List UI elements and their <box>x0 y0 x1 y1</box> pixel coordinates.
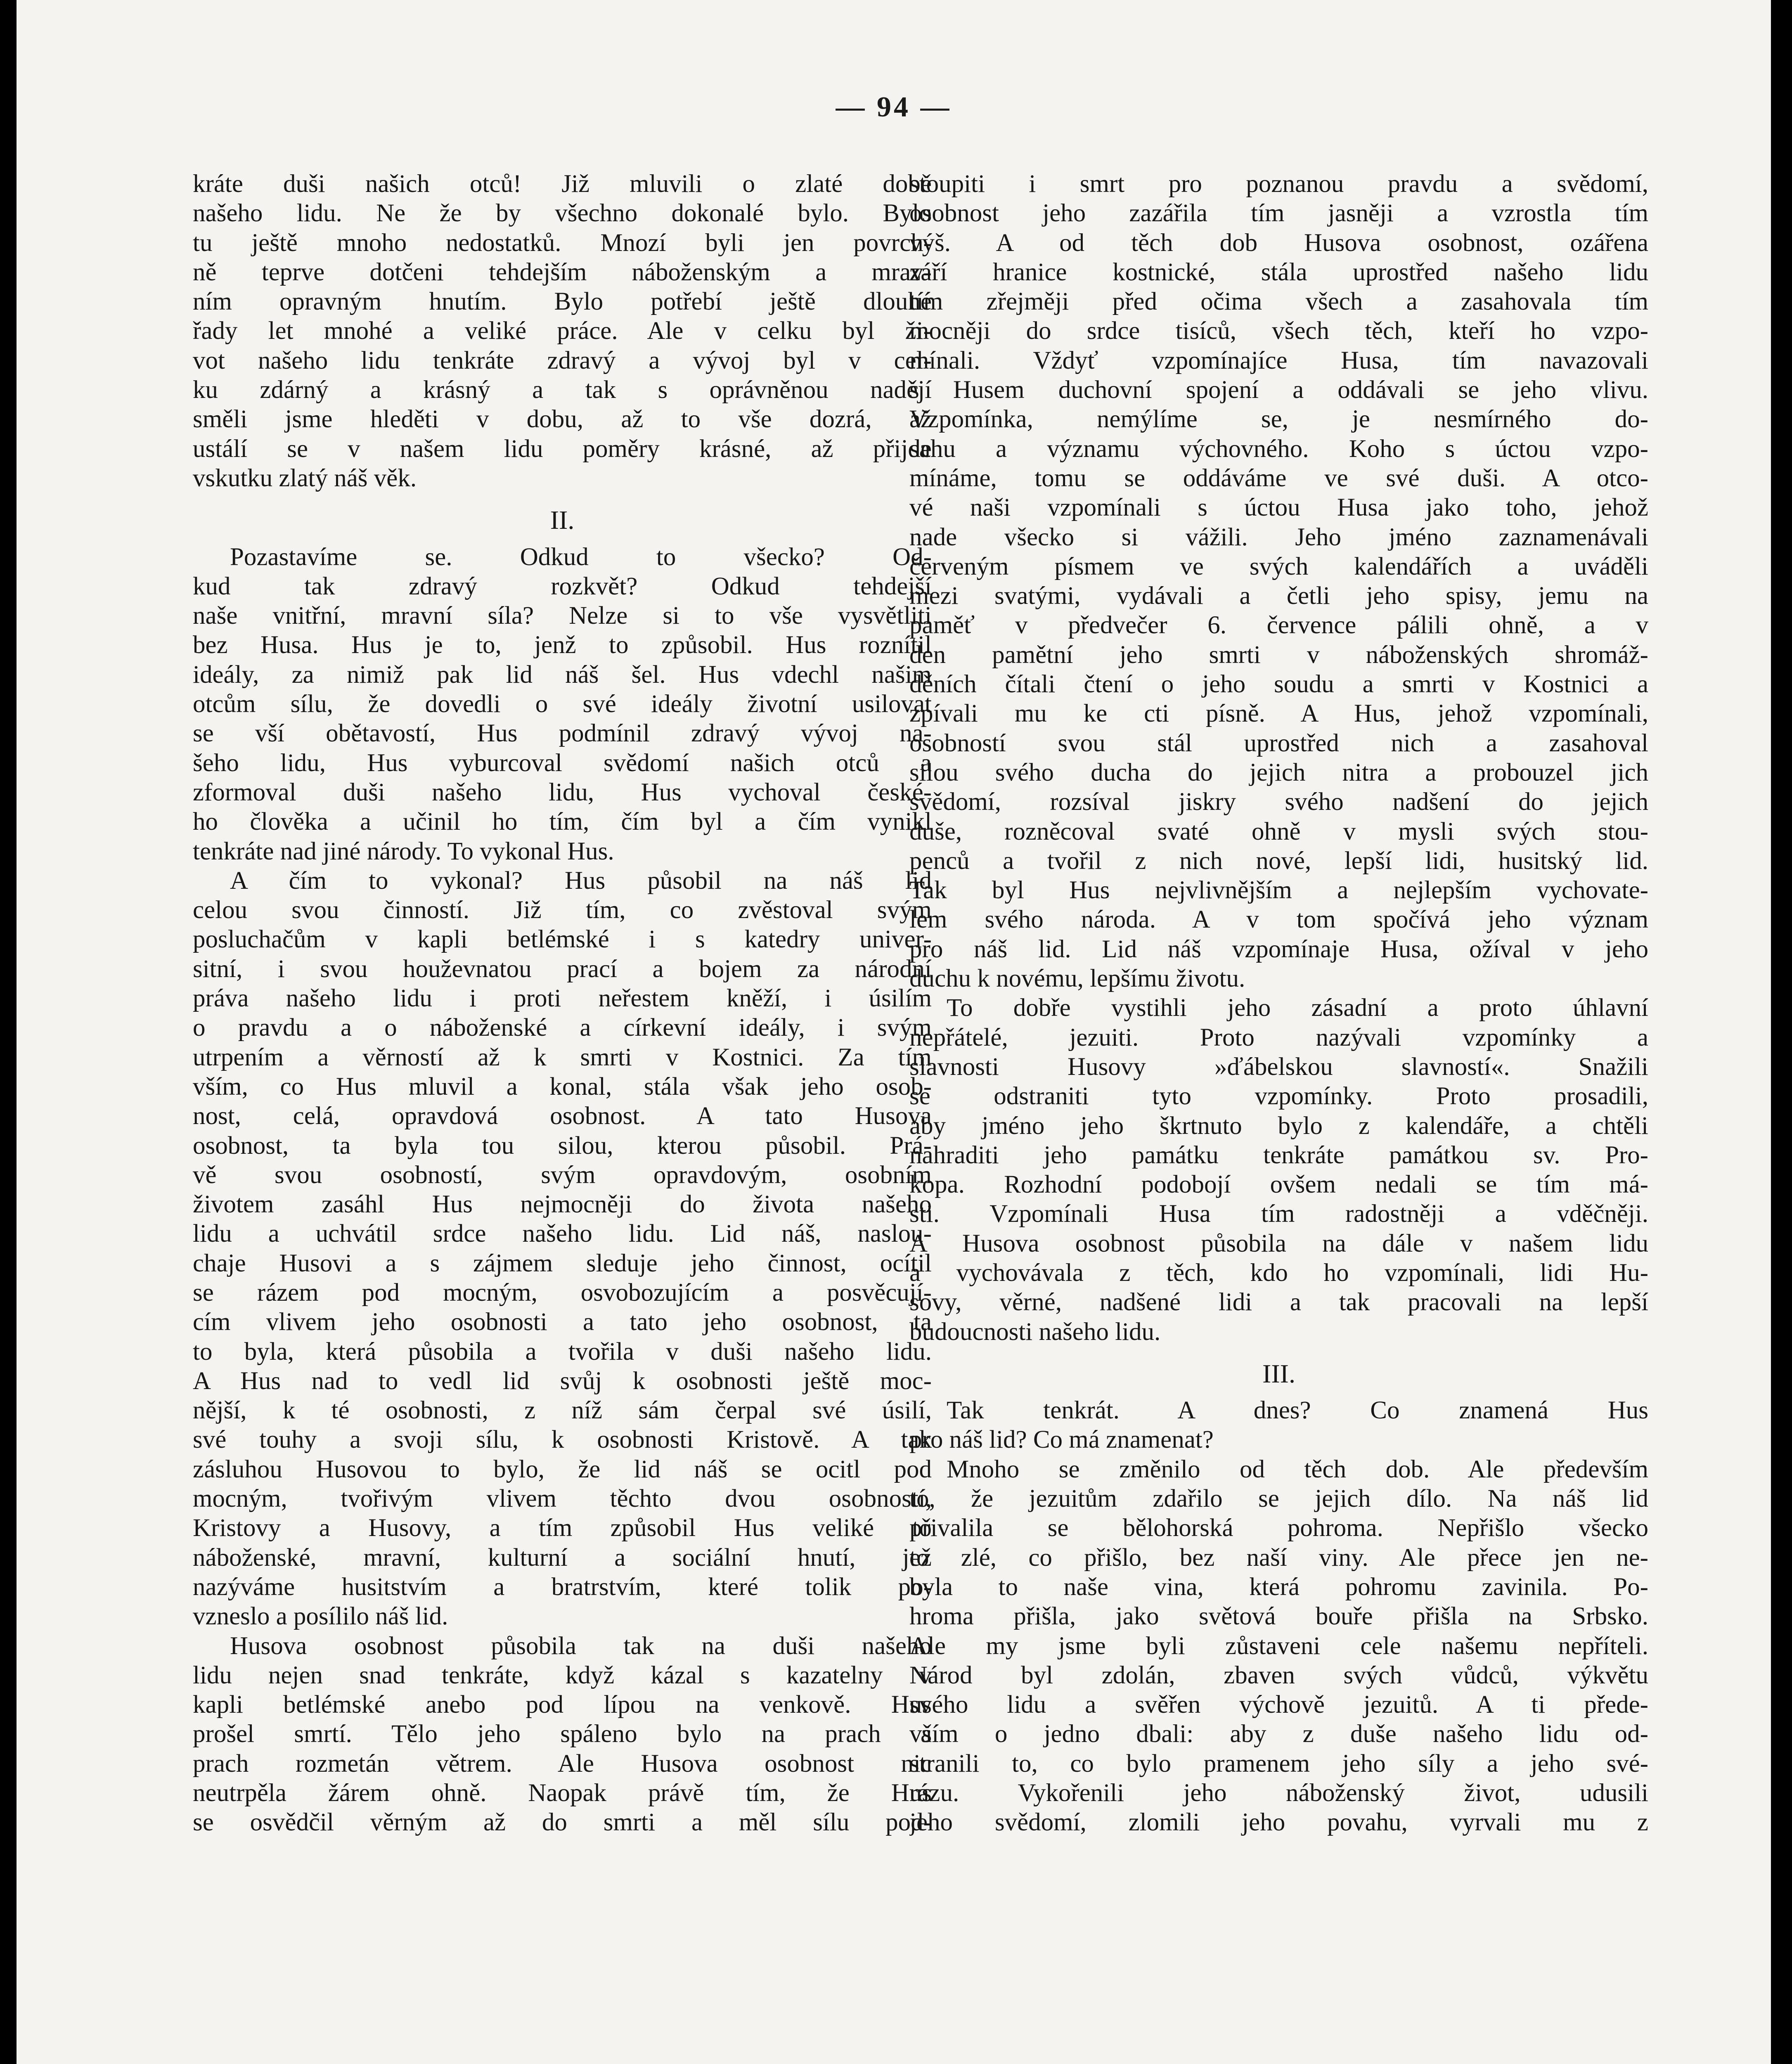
text-line: ku zdárný a krásný a tak s oprávněnou nadějí <box>193 376 932 404</box>
text-line: nější, k té osobnosti, z níž sám čerpal své úsilí, <box>193 1397 932 1425</box>
text-line: výš. A od těch dob Husova osobnost, ozářena <box>909 229 1648 257</box>
text-line: práva našeho lidu i proti neřestem kněží, i úsilím <box>193 985 932 1013</box>
paragraph-gap <box>193 535 932 542</box>
text-line: a vychovávala z těch, kdo ho vzpomínali, lidi Hu- <box>909 1259 1648 1287</box>
text-line: ním opravným hnutím. Bylo potřebí ještě dlouhé <box>193 288 932 316</box>
text-line: kopa. Rozhodní podobojí ovšem nedali se tím má- <box>909 1171 1648 1199</box>
text-line: duše, rozněcoval svaté ohně v mysli svých stou- <box>909 817 1648 845</box>
text-line: lidu a uchvátil srdce našeho lidu. Lid náš, naslou- <box>193 1220 932 1248</box>
text-line: děních čítali čtení o jeho soudu a smrti v Kostnici a <box>909 670 1648 698</box>
text-line: tenkráte nad jiné národy. To vykonal Hus. <box>193 837 614 865</box>
text-line: hroma přišla, jako světová bouře přišla na Srbsko. <box>909 1602 1648 1631</box>
text-line: prošel smrtí. Tělo jeho spáleno bylo na prach a <box>193 1720 932 1748</box>
text-line: nade všecko si vážili. Jeho jméno zaznamenávali <box>909 523 1648 551</box>
text-line: budoucnosti našeho lidu. <box>909 1318 1161 1346</box>
text-line: utrpením a věrností až k smrti v Kostnici. Za tím <box>193 1043 932 1071</box>
text-line: vskutku zlatý náš věk. <box>193 464 417 492</box>
text-line: se rázem pod mocným, osvobozujícím a posvěcují- <box>193 1278 932 1307</box>
text-line: osobností svou stál uprostřed nich a zasahoval <box>909 729 1648 757</box>
text-line: řady let mnohé a veliké práce. Ale v celku byl ži- <box>193 317 932 345</box>
text-line: ustálí se v našem lidu poměry krásné, až přijde <box>193 435 932 463</box>
text-line: to byla, která působila a tvořila v duši našeho lidu. <box>193 1337 932 1366</box>
text-line: osobnost, ta byla tou silou, kterou působil. Prá- <box>193 1131 932 1160</box>
text-line: šeho lidu, Hus vyburcoval svědomí našich otců a <box>193 749 932 777</box>
text-line: mocněji do srdce tisíců, všech těch, kteří ho vzpo- <box>909 317 1648 345</box>
text-line: vot našeho lidu tenkráte zdravý a vývoj byl v cel- <box>193 346 932 374</box>
text-line: mínali. Vždyť vzpomínajíce Husa, tím navazovali <box>909 346 1648 374</box>
text-line: o pravdu a o náboženské a církevní ideály, i svým <box>193 1014 932 1042</box>
text-line: silou svého ducha do jejich nitra a probouzel jich <box>909 758 1648 786</box>
text-line: To dobře vystihli jeho zásadní a proto úhlavní <box>947 994 1648 1022</box>
left-column <box>193 169 932 1837</box>
text-line: své touhy a svoji sílu, k osobnosti Kristově. A tak <box>193 1426 932 1454</box>
text-line: tím zřejměji před očima všech a zasahovala tím <box>909 288 1648 316</box>
text-line: jeho svědomí, zlomili jeho povahu, vyrvali mu z <box>909 1808 1648 1837</box>
text-line: se vší obětavostí, Hus podmínil zdravý vývoj na- <box>193 720 932 748</box>
text-line: našeho lidu. Ne že by všechno dokonalé bylo. Bylo <box>193 199 932 227</box>
paragraph-gap <box>909 1388 1648 1396</box>
text-line: Národ byl zdolán, zbaven svých vůdců, výkvětu <box>909 1661 1648 1689</box>
text-line: se osvědčil věrným až do smrti a měl sílu pod- <box>193 1808 932 1837</box>
section-heading: III. <box>1262 1359 1295 1388</box>
text-line: vé naši vzpomínali s úctou Husa jako toho, jehož <box>909 494 1648 522</box>
text-line: duchu k novému, lepšímu životu. <box>909 965 1245 993</box>
text-line: mezi svatými, vydávali a četli jeho spisy, jemu na <box>909 582 1648 610</box>
text-line: Vzpomínka, nemýlíme se, je nesmírného do- <box>909 405 1648 433</box>
page-number: — 94 — <box>836 91 952 123</box>
text-line: neutrpěla žárem ohně. Naopak právě tím, že Hus <box>193 1779 932 1807</box>
text-line: sitní, i svou houževnatou prací a bojem za národní <box>193 955 932 983</box>
text-line: byla to naše vina, která pohromu zavinila. Po- <box>909 1573 1648 1601</box>
text-line: mínáme, tomu se oddáváme ve své duši. A otco- <box>909 464 1648 492</box>
text-line: kud tak zdravý rozkvět? Odkud tehdejší <box>193 572 932 600</box>
text-line: nahraditi jeho památku tenkráte památkou sv. Pro- <box>909 1141 1648 1169</box>
text-line: Mnoho se změnilo od těch dob. Ale především <box>947 1455 1648 1483</box>
paragraph-gap <box>193 493 932 505</box>
text-line: zásluhou Husovou to bylo, že lid náš se ocitl pod <box>193 1455 932 1483</box>
text-line: stranili to, co bylo pramenem jeho síly a jeho své- <box>909 1749 1648 1778</box>
text-line: pro náš lid. Lid náš vzpomínaje Husa, ožíval v jeho <box>909 935 1648 963</box>
text-line: kráte duši našich otců! Již mluvili o zlaté době <box>193 170 932 198</box>
text-line: sovy, věrné, nadšené lidi a tak pracovali na lepší <box>909 1288 1648 1316</box>
text-line: otcům sílu, že dovedli o své ideály životní usilovat <box>193 690 932 718</box>
text-line: tu ještě mnoho nedostatků. Mnozí byli jen povrch- <box>193 229 932 257</box>
text-line: cím vlivem jeho osobnosti a tato jeho osobnost, ta <box>193 1308 932 1336</box>
text-line: A čím to vykonal? Hus působil na náš lid <box>230 866 932 895</box>
text-line: rázu. Vykořenili jeho náboženský život, udusili <box>909 1779 1648 1807</box>
text-line: Kristovy a Husovy, a tím způsobil Hus veliké to <box>193 1514 932 1542</box>
text-line: Ale my jsme byli zůstaveni cele našemu nepříteli. <box>909 1632 1648 1660</box>
text-line: lidu nejen snad tenkráte, když kázal s kazatelny v <box>193 1661 932 1689</box>
text-line: Husova osobnost působila tak na duši našeho <box>230 1632 932 1660</box>
text-line: mocným, tvořivým vlivem těchto dvou osobností, <box>193 1485 932 1513</box>
text-line: Tak tenkrát. A dnes? Co znamená Hus <box>947 1397 1648 1425</box>
text-line: lem svého národa. A v tom spočívá jeho význam <box>909 906 1648 934</box>
text-line: aby jméno jeho škrtnuto bylo z kalendáře, a chtěli <box>909 1112 1648 1140</box>
text-line: s Husem duchovní spojení a oddávali se jeho vlivu. <box>909 376 1648 404</box>
text-line: kapli betlémské anebo pod lípou na venkově. Hus <box>193 1691 932 1719</box>
text-line: den pamětní jeho smrti v náboženských shromáž- <box>909 641 1648 669</box>
text-line: sti. Vzpomínali Husa tím radostněji a vděčněji. <box>909 1200 1648 1228</box>
document-page <box>17 0 1771 2064</box>
text-line: září hranice kostnické, stála uprostřed našeho lidu <box>909 258 1648 286</box>
text-line: osobnost jeho zazářila tím jasněji a vzrostla tím <box>909 199 1648 227</box>
text-line: vě svou osobností, svým opravdovým, osobním <box>193 1161 932 1189</box>
text-line: náboženské, mravní, kulturní a sociální hnutí, jež <box>193 1543 932 1572</box>
text-line: to, že jezuitům zdařilo se jejich dílo. Na náš lid <box>909 1485 1648 1513</box>
text-line: Tak byl Hus nejvlivnějším a nejlepším vychovate- <box>909 876 1648 904</box>
text-line: nepřátelé, jezuiti. Proto nazývali vzpomínky a <box>909 1023 1648 1051</box>
text-line: A Husova osobnost působila na dále v našem lidu <box>909 1229 1648 1257</box>
text-line: Pozastavíme se. Odkud to všecko? Od- <box>230 543 932 571</box>
text-line: přivalila se bělohorská pohroma. Nepřišlo všecko <box>909 1514 1648 1542</box>
text-line: paměť v předvečer 6. července pálili ohně, a v <box>909 611 1648 639</box>
text-line: bez Husa. Hus je to, jenž to způsobil. Hus roznítil <box>193 631 932 659</box>
text-line: celou svou činností. Již tím, co zvěstoval svým <box>193 896 932 924</box>
text-line: životem zasáhl Hus nejmocněji do života našeho <box>193 1191 932 1219</box>
text-line: svědomí, rozsíval jiskry svého nadšení do jejich <box>909 788 1648 816</box>
text-line: vším, co Hus mluvil a konal, stála však jeho osob- <box>193 1072 932 1101</box>
text-line: stoupiti i smrt pro poznanou pravdu a svědomí, <box>909 170 1648 198</box>
text-line: ně teprve dotčeni tehdejším náboženským a mrav- <box>193 258 932 286</box>
text-line: vzneslo a posílilo náš lid. <box>193 1602 448 1631</box>
text-line: červeným písmem ve svých kalendářích a uváděli <box>909 552 1648 580</box>
text-line: zformoval duši našeho lidu, Hus vychoval české- <box>193 778 932 806</box>
text-line: chaje Husovi a s zájmem sleduje jeho činnost, ocítil <box>193 1249 932 1277</box>
text-line: A Hus nad to vedl lid svůj k osobnosti ještě moc- <box>193 1367 932 1395</box>
text-line: ideály, za nimiž pak lid náš šel. Hus vdechl našim <box>193 660 932 689</box>
paragraph-gap <box>909 1347 1648 1359</box>
text-line: směli jsme hleděti v dobu, až to vše dozrá, až <box>193 405 932 433</box>
text-line: slavnosti Husovy »ďábelskou slavností«. Snažili <box>909 1053 1648 1081</box>
text-line: vším o jedno dbali: aby z duše našeho lidu od- <box>909 1720 1648 1748</box>
text-line: naše vnitřní, mravní síla? Nelze si to vše vysvětliti <box>193 602 932 630</box>
text-line: zpívali mu ke cti písně. A Hus, jehož vzpomínali, <box>909 700 1648 728</box>
text-line: sahu a významu výchovného. Koho s úctou vzpo- <box>909 435 1648 463</box>
text-line: prach rozmetán větrem. Ale Husova osobnost nic <box>193 1749 932 1778</box>
section-heading: II. <box>550 505 575 535</box>
text-line: pro náš lid? Co má znamenat? <box>909 1426 1214 1454</box>
text-line: ho člověka a učinil ho tím, čím byl a čím vynikl <box>193 808 932 836</box>
text-line: posluchačům v kapli betlémské i s katedry univer- <box>193 925 932 954</box>
text-line: nazýváme husitstvím a bratrstvím, které tolik po- <box>193 1573 932 1601</box>
text-line: to zlé, co přišlo, bez naší viny. Ale přece jen ne- <box>909 1543 1648 1572</box>
text-line: nost, celá, opravdová osobnost. A tato Husova <box>193 1102 932 1130</box>
right-column <box>909 169 1648 1837</box>
text-line: se odstraniti tyto vzpomínky. Proto prosadili, <box>909 1082 1648 1110</box>
text-line: svého lidu a svěřen výchově jezuitů. A ti přede- <box>909 1691 1648 1719</box>
text-line: penců a tvořil z nich nové, lepší lidi, husitský lid. <box>909 847 1648 875</box>
